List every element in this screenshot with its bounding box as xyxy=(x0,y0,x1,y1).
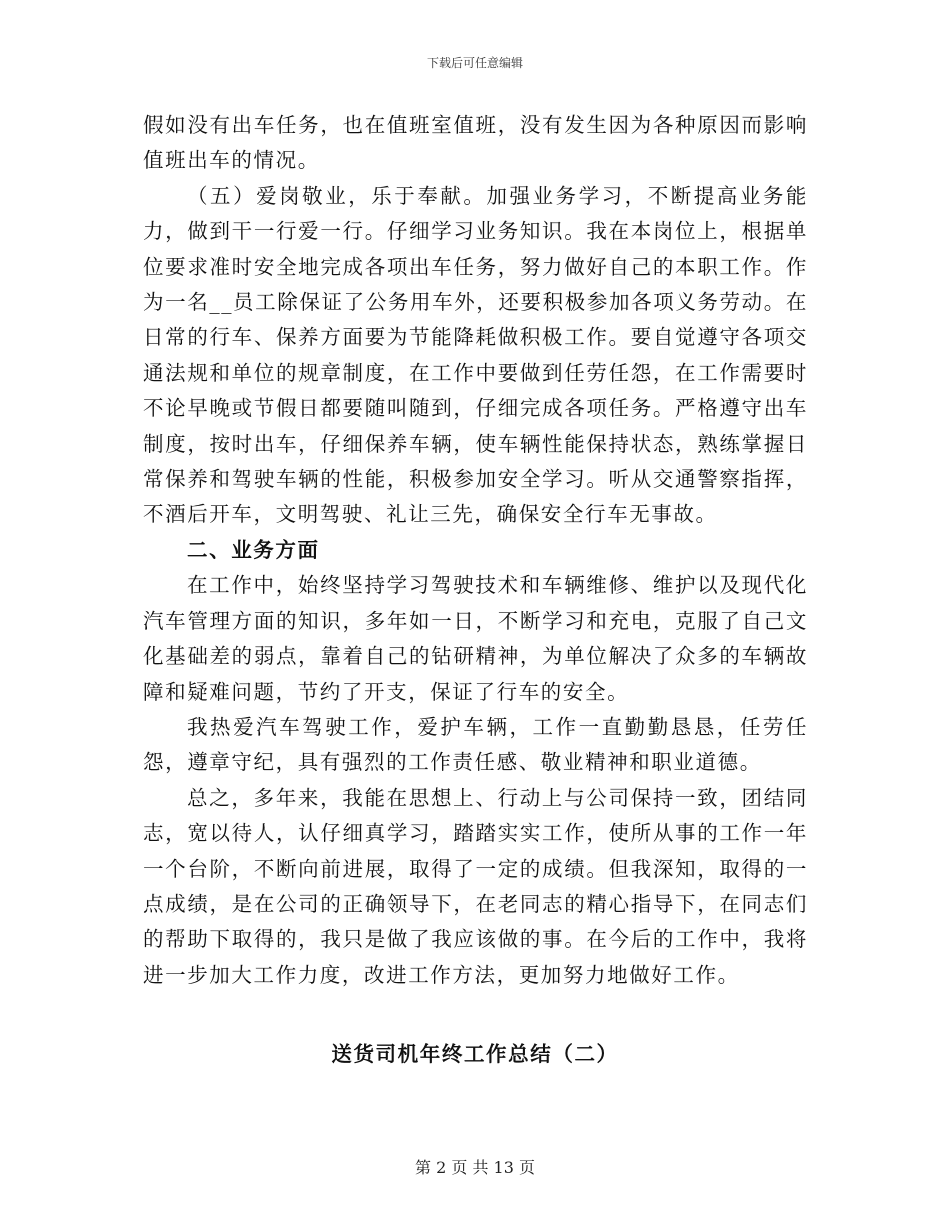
next-document-title: 送货司机年终工作总结（二） xyxy=(331,1042,619,1066)
paragraph-dedication: （五）爱岗敬业，乐于奉献。加强业务学习，不断提高业务能力，做到干一行爱一行。仔细学习业务知识。我在本岗位上，根据单位要求准时安全地完成各项出车任务，努力做好自己的本职工作。作为一名__员工除保证了公务用车外，还要积极参加各项义务劳动。在日常的行车、保养方面要为节能降耗做积极工作。要自觉遵守各项交通法规和单位的规章制度，在工作中要做到任劳任怨，在工作需要时不论早晚或节假日都要随叫随到，仔细完成各项任务。严格遵守出车制度，按时出车，仔细保养车辆，使车辆性能保持状态，熟练掌握日常保养和驾驶车辆的性能，积极参加安全学习。听从交通警察指挥，不酒后开车，文明驾驶、礼让三先，确保安全行车无事故。 xyxy=(143,183,808,527)
paragraph-attitude: 我热爱汽车驾驶工作，爱护车辆，工作一直勤勤恳恳，任劳任怨，遵章守纪，具有强烈的工作责任感、敬业精神和职业道德。 xyxy=(143,714,808,775)
paragraph-continuation: 假如没有出车任务，也在值班室值班，没有发生因为各种原因而影响值班出车的情况。 xyxy=(143,113,808,173)
section-heading-business: 二、业务方面 xyxy=(187,537,320,562)
paragraph-skills: 在工作中，始终坚持学习驾驶技术和车辆维修、维护以及现代化汽车管理方面的知识，多年如一日，不断学习和充电，克服了自己文化基础差的弱点，靠着自己的钻研精神，为单位解决了众多的车辆故障和疑难问题，节约了开支，保证了行车的安全。 xyxy=(143,573,808,704)
document-body xyxy=(143,108,808,993)
paragraph-summary: 总之，多年来，我能在思想上、行动上与公司保持一致，团结同志，宽以待人，认仔细真学习，踏踏实实工作，使所从事的工作一年一个台阶，不断向前进展，取得了一定的成绩。但我深知，取得的一点成绩，是在公司的正确领导下，在老同志的精心指导下，在同志们的帮助下取得的，我只是做了我应该做的事。在今后的工作中，我将进一步加大工作力度，改进工作方法，更加努力地做好工作。 xyxy=(143,785,808,987)
page-number-footer: 第 2 页 共 13 页 xyxy=(415,1158,535,1177)
page-header-note: 下载后可任意编辑 xyxy=(426,56,523,70)
